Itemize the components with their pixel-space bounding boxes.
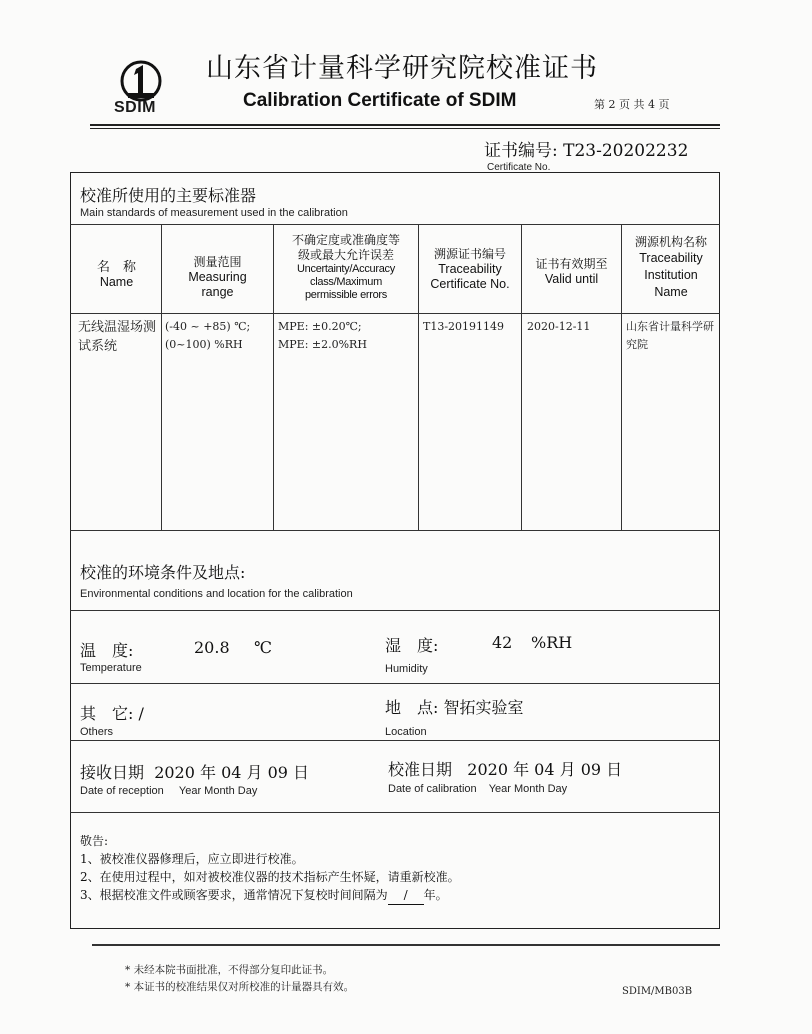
sdim-logo — [112, 57, 170, 119]
others-label-en: Others — [80, 726, 114, 738]
receipt-date-label: 接收日期 — [80, 763, 145, 782]
temperature-unit: ℃ — [254, 638, 272, 657]
col-header-range — [162, 255, 273, 300]
standards-title: 校准所使用的主要标准器 — [80, 186, 257, 205]
environment-title: 校准的环境条件及地点: — [80, 563, 246, 582]
form-code: SDIM/MB03B — [622, 986, 693, 997]
table-cell-institution: 山东省计量科学研究院 — [626, 320, 714, 351]
temperature-value: 20.8 — [194, 638, 230, 657]
col-header-en: Valid until — [544, 272, 599, 286]
col-header-uncertainty — [274, 233, 418, 302]
col-header-en: Name — [99, 275, 134, 289]
page-title-en: Calibration Certificate of SDIM — [243, 90, 517, 111]
mpe-line: MPE: ±0.20℃; — [278, 320, 362, 333]
col-header-valid-until — [522, 257, 621, 287]
receipt-date-label-en: Date of reception — [80, 785, 164, 797]
calibration-ymd-en: Year Month Day — [488, 783, 568, 795]
header-rule-thin — [90, 128, 720, 129]
env-divider — [70, 740, 720, 741]
standards-subtitle: Main standards of measurement used in the calibration — [80, 207, 348, 219]
col-header-en: Uncertainty/Accuracy class/Maximum permissible errors — [297, 263, 395, 301]
dates-divider — [70, 812, 720, 813]
notice-line — [80, 886, 710, 905]
receipt-ymd-en: Year Month Day — [178, 785, 258, 797]
recalibration-interval-blank: / — [388, 886, 424, 905]
logo-text: SDIM — [114, 99, 156, 116]
page-title-cn: 山东省计量科学研究院校准证书 — [206, 53, 598, 84]
notice-line: 2、在使用过程中，如对被校准仪器的技术指标产生怀疑，请重新校准。 — [80, 870, 460, 884]
col-header-cn: 溯源证书编号 — [433, 247, 506, 261]
page-number: 第 2 页 共 4 页 — [594, 98, 670, 111]
humidity-unit: %RH — [531, 633, 573, 652]
col-header-cn: 不确定度或准确度等级或最大允许误差 — [291, 233, 400, 262]
calibration-date-en — [388, 783, 567, 795]
mpe-line: MPE: ±2.0%RH — [278, 338, 367, 351]
calibration-date — [388, 757, 622, 780]
col-header-cn: 测量范围 — [193, 255, 242, 269]
location-label — [385, 695, 524, 718]
footer-rule — [92, 944, 720, 946]
location-value: 智拓实验室 — [443, 698, 524, 717]
location-label-en: Location — [385, 726, 427, 738]
env-divider — [70, 683, 720, 684]
col-header-en: Traceability Institution Name — [639, 251, 703, 299]
location-label-text: 地 点: — [385, 698, 439, 717]
notice-title: 敬告: — [80, 834, 109, 848]
col-header-en: Measuring range — [188, 270, 247, 299]
receipt-date-value: 2020 年 04 月 09 日 — [154, 763, 310, 782]
table-cell-name: 无线温湿场测试系统 — [78, 320, 157, 354]
col-header-cn: 证书有效期至 — [535, 257, 608, 271]
humidity-label: 湿 度: — [385, 636, 439, 655]
notice-line-text: 年。 — [423, 888, 448, 902]
receipt-date-en — [80, 785, 257, 797]
certificate-number — [484, 136, 688, 161]
cert-no-label: 证书编号: — [484, 141, 558, 161]
calibration-date-value: 2020 年 04 月 09 日 — [467, 760, 623, 779]
col-header-cn: 溯源机构名称 — [634, 235, 707, 249]
table-top-line — [70, 224, 720, 225]
col-header-institution — [622, 235, 720, 301]
notice-line: 1、被校准仪器修理后，应立即进行校准。 — [80, 852, 304, 866]
humidity-label-en: Humidity — [385, 663, 428, 675]
temperature-label: 温 度: — [80, 641, 134, 660]
table-bottom-line — [70, 530, 720, 531]
table-cell-mpe — [278, 318, 418, 354]
notice-line-text: 3、根据校准文件或顾客要求，通常情况下复校时间间隔为 — [80, 888, 388, 902]
table-header-line — [70, 313, 720, 314]
col-header-cn: 名 称 — [96, 260, 136, 275]
cert-no-label-en: Certificate No. — [487, 162, 551, 173]
range-line: (-40 ~ +85) ℃; — [165, 320, 251, 333]
env-divider — [70, 610, 720, 611]
receipt-date — [80, 760, 309, 783]
environment-subtitle: Environmental conditions and location for the calibration — [80, 588, 353, 600]
cert-no-value: T23-20202232 — [563, 141, 689, 161]
calibration-date-label: 校准日期 — [388, 760, 453, 779]
col-header-en: Traceability Certificate No. — [430, 262, 510, 291]
humidity-value: 42 — [492, 633, 513, 652]
temperature-label-en: Temperature — [80, 662, 142, 674]
col-header-traceability-cert — [419, 247, 521, 292]
notice-block — [80, 832, 710, 905]
header-rule — [90, 124, 720, 126]
table-cell-traceability-cert: T13-20191149 — [423, 320, 505, 333]
footer-note-2: * 本证书的校准结果仅对所校准的计量器具有效。 — [125, 981, 355, 993]
table-cell-range — [165, 318, 273, 354]
footer-note-1: * 未经本院书面批准，不得部分复印此证书。 — [125, 964, 334, 976]
calibration-date-label-en: Date of calibration — [388, 783, 477, 795]
table-cell-valid-until: 2020-12-11 — [527, 320, 591, 333]
others-label-text: 其 它: — [80, 704, 134, 723]
others-label — [80, 701, 144, 724]
col-header-name — [72, 260, 161, 290]
others-value: / — [138, 704, 144, 723]
range-line: (0~100) %RH — [165, 338, 243, 351]
